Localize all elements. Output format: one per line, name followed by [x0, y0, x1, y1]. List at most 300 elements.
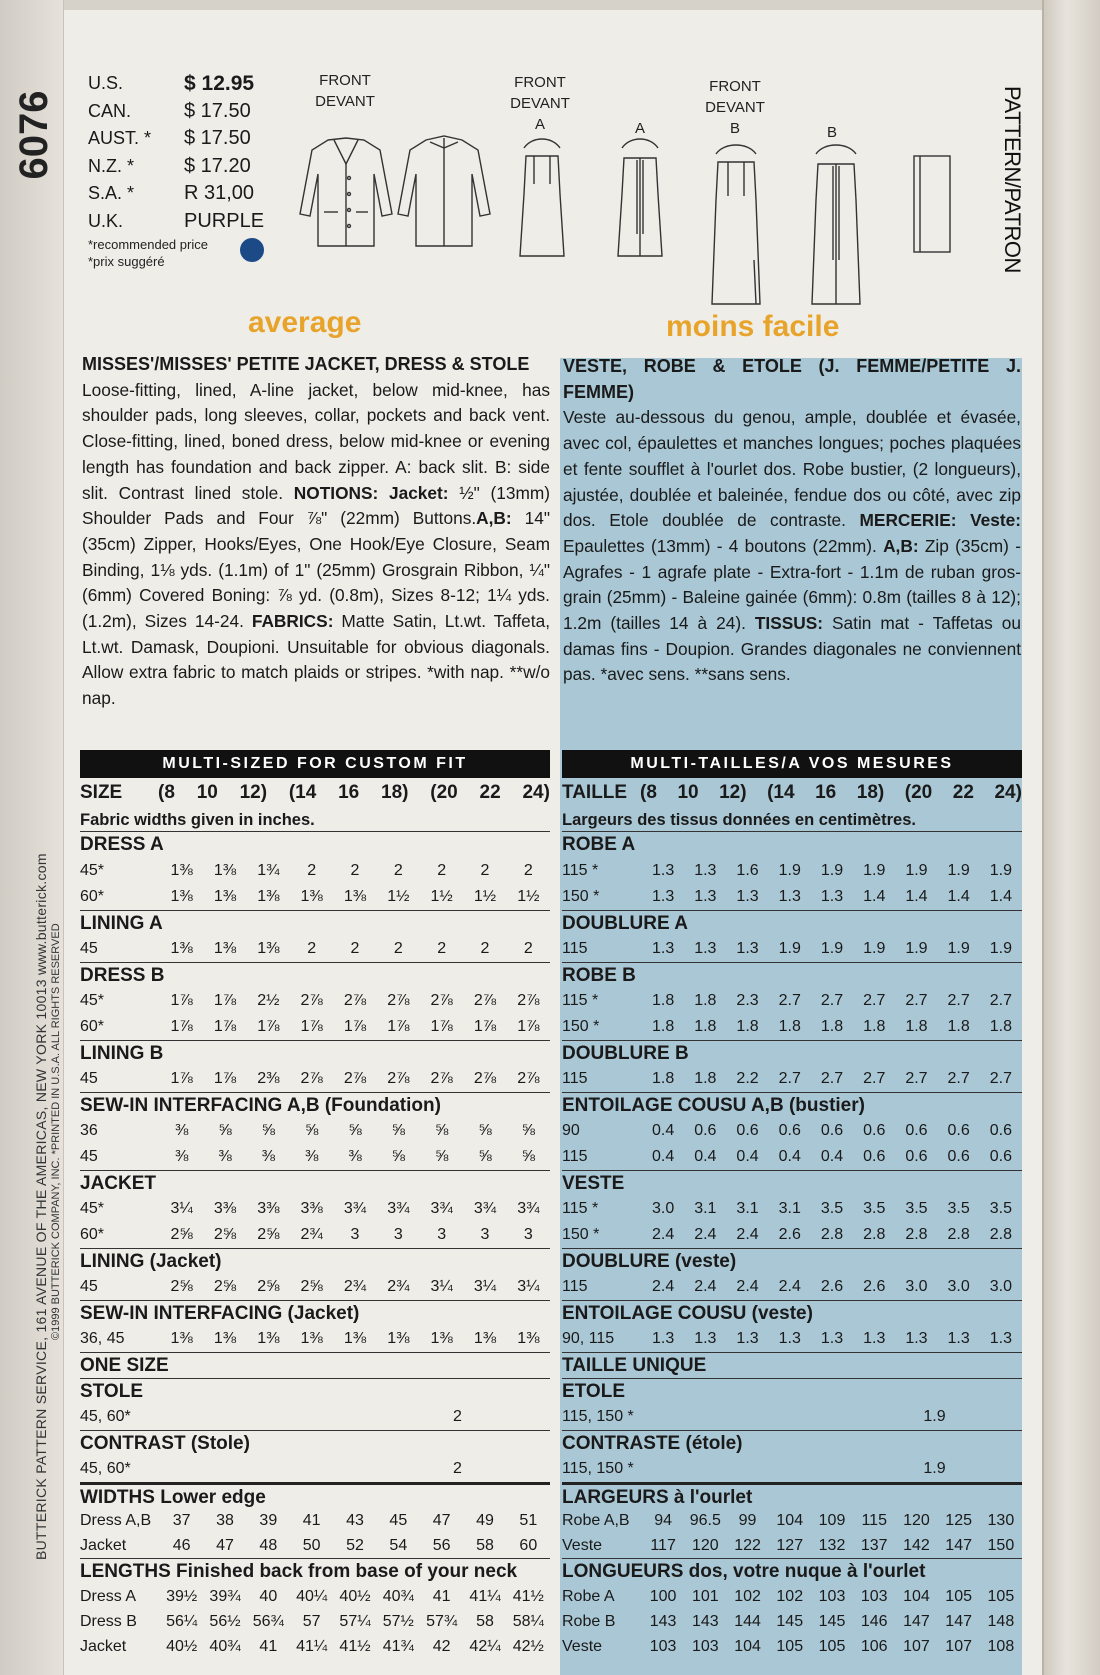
table-cell: 3¾ [343, 1200, 367, 1217]
table-cell: 2.7 [863, 1070, 886, 1087]
table-cell: 2.4 [651, 1278, 675, 1295]
table-cell: 137 [860, 1536, 888, 1554]
table-cell: 0.4 [651, 1122, 675, 1139]
tissus-text: Satin mat - Taffetas ou damas fins - Doupion. Grandes diagonales ne conviennent pas. *avec sens. **sans sens. [563, 613, 1021, 685]
table-cell: 2⅞ [387, 992, 410, 1009]
table-cell: 104 [776, 1511, 804, 1529]
table-cell: 2⅞ [387, 1070, 410, 1087]
table-cell: 3.0 [651, 1200, 675, 1217]
table-cell: 0.4 [651, 1148, 675, 1165]
table-cell: 1.8 [694, 992, 717, 1009]
table-cell: 0.6 [863, 1148, 886, 1165]
table-row [80, 936, 550, 962]
table-cell: 41½ [339, 1637, 371, 1655]
size-value: 10 [677, 782, 699, 803]
price-value: $ 12.95 [184, 71, 255, 95]
table-cell: 40¾ [382, 1587, 414, 1605]
table-cell: 41¾ [382, 1637, 414, 1655]
table-cell: 2.6 [778, 1226, 801, 1243]
row-cells [160, 1460, 550, 1478]
table-cell: 2⅞ [473, 992, 497, 1009]
table-cell: 3.5 [947, 1200, 970, 1217]
table-cell: 0.6 [947, 1122, 970, 1139]
table-cell: 2⅞ [300, 992, 323, 1009]
table-cell: 3 [350, 1226, 360, 1243]
table-cell: 2 [523, 862, 533, 879]
table-row [80, 1118, 550, 1144]
table-cell: 2.4 [778, 1278, 801, 1295]
table-row [80, 884, 550, 910]
table-cell: 2.7 [989, 1070, 1012, 1087]
table-cell: 1.4 [989, 888, 1012, 905]
table-row [80, 1144, 550, 1170]
row-cells [642, 992, 1022, 1010]
row-cells [642, 1588, 1022, 1606]
row-cells [160, 992, 550, 1010]
table-cell: 39½ [166, 1587, 198, 1605]
table-cell: 1⅜ [213, 940, 237, 957]
table-cell: 2.6 [863, 1278, 886, 1295]
size-header-row [80, 778, 550, 808]
table-cell: 106 [860, 1637, 888, 1655]
fabrics-text: Matte Satin, Lt.wt. Taffeta, Lt.wt. Damask, Doupioni. Unsuitable for obvious diagonals. Allow extra fabric to match plaids or stripes. *with nap. **w/o nap. [82, 611, 550, 709]
table-cell: 3⅜ [300, 1200, 323, 1217]
table-cell: 94 [654, 1511, 672, 1529]
table-cell: 105 [945, 1587, 972, 1605]
table-cell: 2¾ [300, 1226, 323, 1243]
table-cell: 1.8 [989, 1018, 1012, 1035]
table-cell: 2⅞ [430, 992, 453, 1009]
jacket-front-sketch [298, 134, 394, 254]
table-cell: 3.5 [820, 1200, 844, 1217]
sketch-label-dress-a-back: A [634, 120, 645, 137]
row-cells [642, 1070, 1022, 1088]
table-cell: 58 [476, 1536, 494, 1554]
table-cell: 2.7 [778, 992, 801, 1009]
table-cell: 48 [259, 1536, 278, 1554]
row-cells [642, 1200, 1022, 1218]
lengths-title: LENGTHS Finished back from base of your neck [80, 1558, 550, 1584]
stole-title: STOLE [80, 1378, 550, 1404]
recommended-price-note [88, 236, 208, 270]
table-row [80, 1066, 550, 1092]
table-cell: 3¼ [170, 1200, 193, 1217]
table-cell: 41 [302, 1511, 321, 1529]
table-cell: 1⅞ [257, 1018, 280, 1035]
price-row [88, 153, 288, 181]
row-cells [160, 1148, 550, 1166]
table-cell: 147 [945, 1612, 972, 1630]
table-cell: 1.8 [736, 1018, 759, 1035]
table-cell: 0.6 [905, 1148, 928, 1165]
table-cell: 109 [818, 1511, 846, 1529]
yardage-header-en: MULTI-SIZED FOR CUSTOM FIT [80, 750, 550, 778]
size-value: 24) [994, 782, 1022, 803]
table-cell: 1⅜ [213, 862, 237, 879]
table-cell: 1.3 [863, 1330, 886, 1347]
difficulty-en: average [248, 306, 362, 339]
table-cell: 1.9 [923, 1408, 946, 1425]
row-cells [160, 862, 550, 880]
table-cell: 1⅞ [300, 1018, 323, 1035]
spine-address: BUTTERICK PATTERN SERVICE, 161 AVENUE OF THE AMERICAS, NEW YORK 10013 www.butterick.com [33, 853, 49, 1560]
table-cell: 122 [734, 1536, 761, 1554]
price-value: R 31,00 [184, 182, 255, 205]
sketch-label-dress-a-front: FRONT DEVANT A [510, 74, 570, 133]
section-title: ROBE B [562, 962, 1022, 988]
size-value: 22 [952, 782, 974, 803]
row-label: 150 * [562, 1226, 600, 1243]
row-cells [642, 1460, 1022, 1478]
table-cell: 1.9 [778, 940, 801, 957]
price-row [88, 98, 288, 126]
row-label: Dress B [80, 1612, 137, 1630]
price-row [88, 125, 288, 153]
recommended-fr: *prix suggéré [88, 254, 165, 269]
notions-ab-label: A,B: [476, 508, 512, 529]
table-cell: 0.6 [736, 1122, 759, 1139]
table-cell: 3 [437, 1226, 447, 1243]
table-cell: 57¾ [426, 1612, 458, 1630]
table-cell: 40½ [339, 1587, 371, 1605]
table-cell: 2⅝ [257, 1278, 280, 1295]
table-cell: 1⅞ [170, 1070, 193, 1087]
table-cell: 2.7 [820, 992, 844, 1009]
description-title-fr: VESTE, ROBE & ETOLE (J. FEMME/PETITE J. FEMME) [563, 356, 1021, 402]
table-cell: 1⅜ [473, 1330, 497, 1347]
sketch-label-jacket-front: FRONT DEVANT [315, 72, 375, 110]
pattern-patron-label: PATTERN/PATRON [1000, 86, 1025, 273]
table-cell: 2.7 [778, 1070, 801, 1087]
table-row [562, 1634, 1022, 1659]
table-cell: 3.1 [778, 1200, 801, 1217]
table-cell: 41 [432, 1587, 451, 1605]
table-cell: 41¼ [469, 1587, 501, 1605]
table-cell: 102 [776, 1587, 804, 1605]
size-value: 18) [856, 782, 885, 803]
table-cell: 3¾ [473, 1200, 497, 1217]
row-label: Veste [562, 1536, 603, 1554]
table-cell: 3.5 [989, 1200, 1012, 1217]
row-cells [642, 1018, 1022, 1036]
table-cell: 0.6 [989, 1122, 1012, 1139]
row-cells [160, 1018, 550, 1036]
table-row [80, 1508, 550, 1533]
table-cell: ⅝ [261, 1122, 275, 1139]
table-cell: 43 [346, 1511, 364, 1529]
row-label: 115 [562, 1148, 588, 1165]
row-label: 115 [562, 1070, 588, 1087]
yardage-table-fr [562, 778, 1022, 1659]
table-cell: 1.3 [736, 888, 759, 905]
table-cell: 145 [818, 1612, 846, 1630]
table-row [562, 1118, 1022, 1144]
table-cell: 38 [216, 1511, 234, 1529]
description-english [82, 352, 550, 712]
table-cell: 54 [389, 1536, 408, 1554]
table-cell: ⅜ [174, 1148, 189, 1165]
fabrics-label: FABRICS: [251, 611, 334, 632]
table-row [562, 1609, 1022, 1634]
table-cell: ⅝ [434, 1148, 449, 1165]
table-cell: 49 [476, 1511, 494, 1529]
row-label: 150 * [562, 888, 600, 905]
table-cell: 1⅞ [343, 1018, 367, 1035]
table-cell: 1⅜ [257, 940, 280, 957]
size-value: 10 [196, 782, 218, 803]
table-cell: 1.8 [694, 1070, 717, 1087]
row-label: 45* [80, 992, 105, 1009]
table-cell: 2.4 [736, 1278, 759, 1295]
size-value: (8 [640, 782, 657, 803]
table-row [80, 1609, 550, 1634]
table-cell: 103 [649, 1637, 677, 1655]
row-cells [642, 1148, 1022, 1166]
price-value: $ 17.20 [184, 154, 251, 177]
row-cells [642, 1408, 1022, 1426]
table-row [80, 1222, 550, 1248]
table-cell: 2 [437, 940, 447, 957]
table-cell: 2 [453, 1460, 462, 1477]
table-cell: 3 [393, 1226, 403, 1243]
table-cell: 1⅜ [430, 1330, 453, 1347]
table-cell: 1.8 [778, 1018, 801, 1035]
table-row [562, 858, 1022, 884]
table-row [80, 1014, 550, 1040]
table-cell: 2 [453, 1408, 462, 1425]
envelope-spine [0, 0, 64, 1675]
table-cell: 127 [776, 1536, 804, 1554]
table-cell: 145 [776, 1612, 804, 1630]
table-cell: 105 [776, 1637, 804, 1655]
sketch-label-dress-b-back: B [826, 124, 837, 141]
dress-a-back-sketch [610, 134, 670, 262]
table-cell: ⅝ [391, 1148, 405, 1165]
table-cell: 47 [432, 1511, 451, 1529]
table-row [562, 1508, 1022, 1533]
table-cell: 3¼ [473, 1278, 497, 1295]
row-cells [642, 862, 1022, 880]
row-label: 45 [80, 1148, 98, 1165]
table-cell: 1.8 [651, 1018, 675, 1035]
row-label: 45* [80, 862, 105, 879]
table-cell: 117 [650, 1536, 676, 1554]
size-value: 24) [522, 782, 550, 803]
table-cell: 132 [818, 1536, 846, 1554]
notions-ab: 14" (35cm) Zipper, Hooks/Eyes, One Hook/Eye Closure, Seam Binding, 1⅛ yds. (1.1m) of 1" (25mm) Grosgrain Ribbon, ¼" (6mm) Covered Boning: ⅞ yd. (0.8m), Sizes 8-12; 1¼ yds. (1.2m), Sizes 14-24. [82, 508, 550, 632]
price-row [88, 180, 288, 208]
price-country: N.Z. * [88, 155, 135, 176]
table-cell: 108 [987, 1637, 1015, 1655]
table-cell: 147 [945, 1536, 972, 1554]
envelope-flap [1042, 0, 1100, 1675]
size-value: (20 [430, 782, 458, 803]
table-cell: 1.3 [947, 1330, 970, 1347]
size-value: 18) [381, 782, 409, 803]
table-cell: 107 [945, 1637, 972, 1655]
table-row [80, 1274, 550, 1300]
table-cell: 148 [987, 1612, 1015, 1630]
table-cell: 1⅞ [170, 1018, 193, 1035]
size-value: (14 [767, 782, 795, 803]
table-cell: 104 [903, 1587, 930, 1605]
table-cell: 1.9 [989, 940, 1012, 957]
table-cell: 1.8 [863, 1018, 886, 1035]
table-cell: 41 [259, 1637, 278, 1655]
price-value: $ 17.50 [184, 127, 251, 150]
table-cell: 2.8 [863, 1226, 886, 1243]
contrast-row [562, 1456, 1022, 1482]
yardage-table-en [80, 778, 550, 1659]
table-cell: ⅜ [304, 1148, 319, 1165]
table-cell: 101 [691, 1587, 719, 1605]
one-size-title: ONE SIZE [80, 1352, 550, 1378]
section-title: DRESS B [80, 962, 550, 988]
table-cell: 57 [302, 1612, 321, 1630]
table-cell: ⅝ [434, 1122, 449, 1139]
section-title: ENTOILAGE COUSU A,B (bustier) [562, 1092, 1022, 1118]
table-cell: 2⅞ [517, 992, 540, 1009]
section-title: DRESS A [80, 834, 164, 855]
table-cell: 2.7 [989, 992, 1012, 1009]
table-cell: 1.3 [905, 1330, 928, 1347]
table-cell: 37 [172, 1511, 191, 1529]
row-cells [160, 888, 550, 906]
row-label: Jacket [80, 1637, 127, 1655]
size-label: SIZE [80, 782, 123, 803]
table-cell: 1.3 [694, 888, 717, 905]
table-cell: 2 [350, 862, 360, 879]
table-cell: 1.3 [651, 940, 675, 957]
row-label: 150 * [562, 1018, 600, 1035]
table-cell: 2.7 [905, 1070, 928, 1087]
row-cells [642, 1537, 1022, 1555]
table-cell: 3.0 [989, 1278, 1012, 1295]
row-cells [642, 940, 1022, 958]
table-cell: 1.9 [905, 862, 928, 879]
table-cell: ⅜ [348, 1148, 362, 1165]
row-cells [642, 1512, 1022, 1530]
row-cells [160, 1512, 550, 1530]
table-cell: 2 [393, 940, 403, 957]
size-value: 12) [719, 782, 747, 803]
table-cell: 3¾ [430, 1200, 453, 1217]
description-title-en: MISSES'/MISSES' PETITE JACKET, DRESS & STOLE [82, 354, 530, 374]
table-cell: 1⅜ [300, 1330, 323, 1347]
price-country: U.K. [88, 210, 124, 231]
mercerie-veste-label: Veste: [970, 510, 1021, 531]
stole-row [80, 1404, 550, 1430]
description-body-fr: Veste au-dessous du genou, ample, doublée et évasée, avec col, épaulettes et manches longues; poches plaquées et fente soufflet à l'ourlet dos. Robe bustier, (2 longueurs), ajustée, doublée et baleinée, fendue dos ou côté, avec zip dos. Etole doublée de contraste. [563, 407, 1021, 531]
table-cell: 1.3 [736, 1330, 759, 1347]
table-cell: 1.8 [651, 1070, 675, 1087]
table-cell: 1⅜ [257, 888, 280, 905]
table-cell: 1⅜ [213, 1330, 237, 1347]
widths-title: LARGEURS à l'ourlet [562, 1482, 1022, 1508]
row-label: 115 [562, 1278, 588, 1295]
row-label: Jacket [80, 1536, 127, 1554]
table-cell: ⅜ [261, 1148, 275, 1165]
price-country: AUST. * [88, 128, 152, 149]
row-cells [160, 1070, 550, 1088]
row-cells [160, 1200, 550, 1218]
table-cell: 146 [860, 1612, 888, 1630]
row-label: 115 * [562, 992, 599, 1009]
widths-title: WIDTHS Lower edge [80, 1482, 550, 1508]
size-label: TAILLE [562, 782, 628, 803]
row-label: 115 [562, 940, 588, 957]
table-cell: 1.3 [694, 1330, 717, 1347]
table-cell: 1⅞ [213, 1018, 237, 1035]
table-row [562, 1222, 1022, 1248]
table-cell: 0.4 [736, 1148, 759, 1165]
table-cell: 1⅜ [170, 940, 193, 957]
table-cell: 1¾ [257, 862, 280, 879]
table-cell: 42¼ [469, 1637, 501, 1655]
row-cells [160, 1537, 550, 1555]
table-cell: 150 [987, 1536, 1015, 1554]
difficulty-fr: moins facile [666, 310, 840, 343]
table-cell: 2.3 [736, 992, 759, 1009]
price-country: S.A. * [88, 183, 135, 204]
table-cell: 1⅞ [473, 1018, 497, 1035]
table-cell: 1.9 [905, 940, 928, 957]
table-cell: 1.4 [947, 888, 970, 905]
table-cell: 2 [393, 862, 403, 879]
table-cell: 3⅜ [257, 1200, 280, 1217]
table-cell: 1.8 [651, 992, 675, 1009]
row-label: 45 [80, 940, 98, 957]
table-cell: 2⅜ [257, 1070, 280, 1087]
table-row [562, 884, 1022, 910]
table-cell: 42½ [512, 1637, 544, 1655]
table-cell: 1⅜ [343, 888, 367, 905]
table-cell: 2.4 [736, 1226, 759, 1243]
section-title: DOUBLURE (veste) [562, 1248, 1022, 1274]
row-label: 90 [562, 1122, 580, 1139]
table-cell: 1⅜ [517, 1330, 540, 1347]
row-cells [160, 1226, 550, 1244]
table-cell: 1.8 [947, 1018, 970, 1035]
yardage-header-fr: MULTI-TAILLES/A VOS MESURES [562, 750, 1022, 778]
table-cell: 2⅞ [517, 1070, 540, 1087]
table-cell: 96.5 [689, 1511, 721, 1529]
row-cells [160, 1638, 550, 1656]
table-cell: 115 [861, 1511, 887, 1529]
row-label: 36, 45 [80, 1330, 125, 1347]
dress-a-front-sketch [512, 134, 572, 262]
jacket-back-sketch [396, 134, 492, 254]
table-cell: 2.8 [989, 1226, 1012, 1243]
table-cell: 1.3 [989, 1330, 1012, 1347]
table-cell: 1⅜ [300, 888, 323, 905]
table-cell: 1½ [473, 888, 497, 905]
price-list [88, 70, 288, 235]
section-title: JACKET [80, 1170, 550, 1196]
stole-sketch [910, 152, 954, 256]
size-value: (8 [158, 782, 175, 803]
table-cell: 1⅜ [213, 888, 237, 905]
table-cell: 1.3 [778, 888, 801, 905]
price-country: CAN. [88, 100, 132, 121]
table-cell: 1⅜ [170, 888, 193, 905]
table-cell: 1.9 [947, 940, 970, 957]
table-cell: 2 [523, 940, 533, 957]
section-title: ENTOILAGE COUSU (veste) [562, 1300, 1022, 1326]
table-cell: 0.4 [694, 1148, 717, 1165]
row-label: 115, 150 * [562, 1460, 634, 1477]
table-row [562, 988, 1022, 1014]
